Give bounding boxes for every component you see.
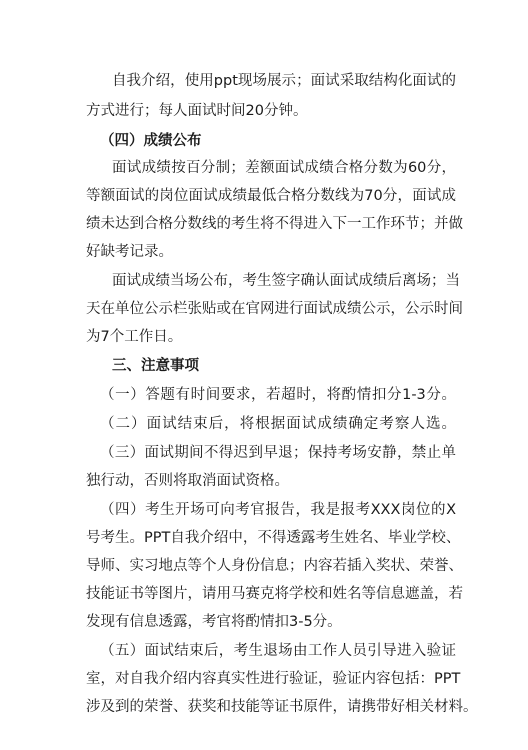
note-line: 技能证书等图片，请用马赛克将学校和姓名等信息遮盖，若	[86, 586, 463, 602]
note-line: 号考生。PPT自我介绍中，不得透露考生姓名、毕业学校、	[86, 530, 461, 546]
note-line: （一）答题有时间要求，若超时，将酌情扣分1-3分。	[100, 387, 456, 403]
paragraph-line: 方式进行；每人面试时间20分钟。	[86, 103, 308, 119]
paragraph-line: 等额面试的岗位面试成绩最低合格分数线为70分，面试成	[86, 188, 456, 204]
note-line: （四）考生开场可向考官报告，我是报考XXX岗位的X	[100, 502, 456, 518]
paragraph-line: 为7个工作日。	[86, 329, 183, 345]
note-line: 独行动，否则将取消面试资格。	[86, 473, 289, 489]
section-heading-notes: 三、注意事项	[112, 358, 199, 374]
note-line: （二）面试结束后，将根据面试成绩确定考察人选。	[100, 416, 456, 432]
paragraph-line: 面试成绩按百分制；差额面试成绩合格分数为60分，	[112, 160, 456, 176]
paragraph-line: 好缺考记录。	[86, 244, 173, 260]
note-line: （三）面试期间不得迟到早退；保持考场安静，禁止单	[100, 445, 456, 461]
note-line: 室，对自我介绍内容真实性进行验证，验证内容包括：PPT	[86, 671, 461, 687]
paragraph-line: 绩未达到合格分数线的考生将不得进入下一工作环节；并做	[86, 216, 463, 232]
note-line: 涉及到的荣誉、获奖和技能等证书原件，请携带好相关材料。	[86, 699, 478, 715]
note-line: （五）面试结束后，考生退场由工作人员引导进入验证	[100, 643, 456, 659]
paragraph-line: 面试成绩当场公布，考生签字确认面试成绩后离场；当	[112, 273, 460, 289]
note-line: 导师、实习地点等个人身份信息；内容若插入奖状、荣誉、	[86, 558, 463, 574]
paragraph-line: 自我介绍，使用ppt现场展示；面试采取结构化面试的	[112, 73, 456, 89]
section-heading-score: （四）成绩公布	[100, 133, 202, 149]
paragraph-line: 天在单位公示栏张贴或在官网进行面试成绩公示，公示时间	[86, 301, 463, 317]
note-line: 发现有信息透露，考官将酌情扣3-5分。	[86, 614, 342, 630]
